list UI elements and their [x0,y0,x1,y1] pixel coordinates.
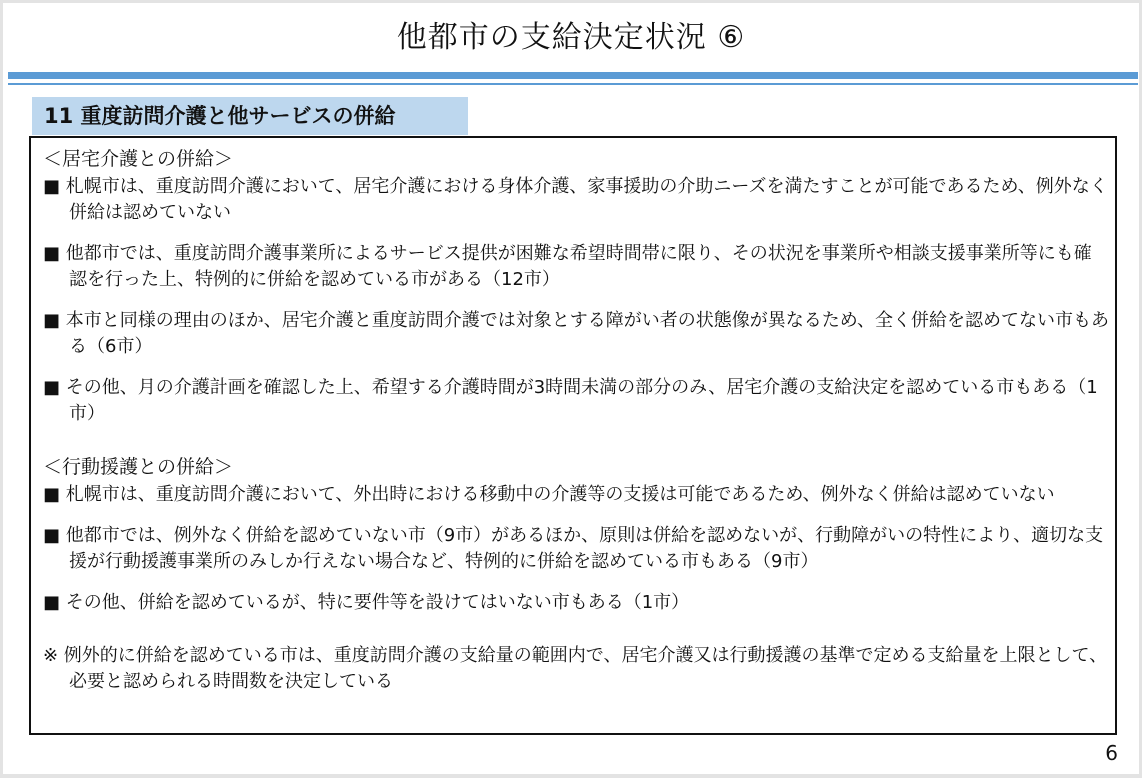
section-heading-behavior-support: ＜行動援護との併給＞ [43,456,234,478]
list-item: ■ 他都市では、例外なく併給を認めていない市（9市）があるほか、原則は併給を認めないが、行動障がいの特性により、適切な支援が行動援護事業所のみしか行えない場合など、特例的に併給を認めている市もある（9市） [43,525,1104,572]
content-body [43,146,1109,695]
section-heading-home-care: ＜居宅介護との併給＞ [43,148,234,170]
spacer [43,360,1109,375]
spacer [43,575,1109,590]
slide-edge-bottom [0,774,1142,778]
page-title: 他都市の支給決定状況 ⑥ [396,20,746,55]
note: ※ 例外的に併給を認めている市は、重度訪問介護の支給量の範囲内で、居宅介護又は行動援護の基準で定める支給量を上限として、必要と認められる時間数を決定している [43,645,1108,692]
spacer [43,508,1109,523]
page-number: 6 [1105,741,1118,765]
slide-edge-top [0,0,1142,3]
section-label: 11 重度訪問介護と他サービスの併給 [32,97,468,135]
list-item: ■ 本市と同様の理由のほか、居宅介護と重度訪問介護では対象とする障がい者の状態像が異なるため、全く併給を認めてない市もある（6市） [43,310,1110,357]
spacer [43,427,1109,454]
list-item: ■ 他都市では、重度訪問介護事業所によるサービス提供が困難な希望時間帯に限り、その状況を事業所や相談支援事業所等にも確認を行った上、特例的に併給を認めている市がある（12市） [43,243,1092,290]
spacer [43,616,1109,643]
list-item: ■ その他、併給を認めているが、特に要件等を設けてはいない市もある（1市） [43,592,690,613]
title-underline-thin [8,83,1138,85]
title-underline-thick [8,72,1138,79]
list-item: ■ 札幌市は、重度訪問介護において、居宅介護における身体介護、家事援助の介助ニーズを満たすことが可能であるため、例外なく併給は認めていない [43,176,1108,223]
content-panel [29,136,1117,735]
spacer [43,293,1109,308]
list-item: ■ その他、月の介護計画を確認した上、希望する介護時間が3時間未満の部分のみ、居宅介護の支給決定を認めている市もある（1市） [43,377,1098,424]
slide-edge-left [0,0,3,778]
spacer [43,226,1109,241]
list-item: ■ 札幌市は、重度訪問介護において、外出時における移動中の介護等の支援は可能であるため、例外なく併給は認めていない [43,484,1055,505]
